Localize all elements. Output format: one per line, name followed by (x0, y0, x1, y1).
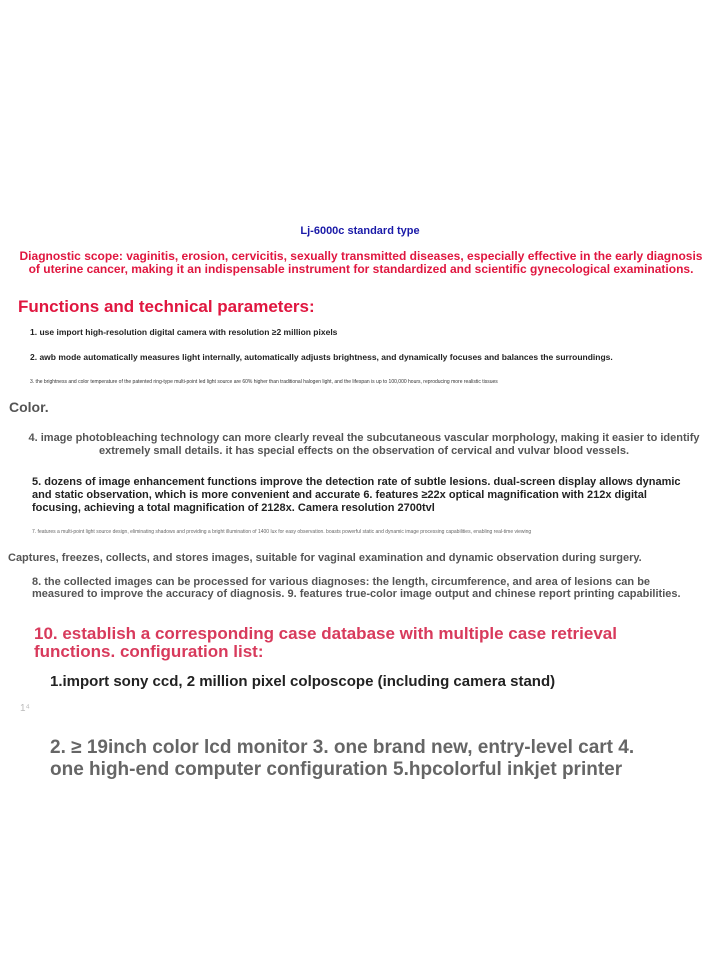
item-2: 2. awb mode automatically measures light internally, automatically adjusts brightness, and dynamically focuses and balances the surroundings. (30, 352, 613, 362)
item-5-6: 5. dozens of image enhancement functions improve the detection rate of subtle lesions. dual-screen display allows dynamic and static observation, which is more convenient and accurate 6. features ≥22x optical magnification with 212x digital focusing, achieving a total magnification of 2128x. Camera resolution 2700tvl (32, 476, 681, 514)
item-7-continued: Captures, freezes, collects, and stores images, suitable for vaginal examination and dynamic observation during surgery. (8, 552, 642, 564)
item-7: 7. features a multi-point light source design, eliminating shadows and providing a bright illumination of 1400 lux for easy observation. boasts powerful static and dynamic image processing capabilities, enabling real-time viewing (32, 529, 532, 535)
product-title: Lj-6000c standard type (300, 225, 420, 237)
diagnostic-scope: Diagnostic scope: vaginitis, erosion, cervicitis, sexually transmitted diseases, especially effective in the early diagnosis of uterine cancer, making it an indispensable instrument for standardized and scientific gynecological examinations. (19, 249, 703, 276)
item-3-continued: Color. (9, 399, 49, 415)
faint-mark: 1⁴ (20, 703, 30, 714)
item-4: 4. image photobleaching technology can more clearly reveal the subcutaneous vascular morphology, making it easier to identify extremely small details. it has special effects on the observation of cervical and vulvar blood vessels. (28, 432, 700, 457)
item-3: 3. the brightness and color temperature of the patented ring-type multi-point led light source are 60% higher than traditional halogen light, and the lifespan is up to 100,000 hours, reproducing more realistic tissues (30, 379, 498, 385)
section-heading: Functions and technical parameters: (18, 297, 315, 316)
config-items-2-5: 2. ≥ 19inch color lcd monitor 3. one brand new, entry-level cart 4. one high-end computer configuration 5.hpcolorful inkjet printer (50, 737, 635, 780)
item-10: 10. establish a corresponding case database with multiple case retrieval functions. configuration list: (34, 624, 617, 661)
item-1: 1. use import high-resolution digital camera with resolution ≥2 million pixels (30, 327, 338, 337)
item-8-9: 8. the collected images can be processed for various diagnoses: the length, circumference, and area of lesions can be measured to improve the accuracy of diagnosis. 9. features true-color image output and chinese report printing capabilities. (32, 576, 681, 600)
config-item-1: 1.import sony ccd, 2 million pixel colposcope (including camera stand) (50, 673, 556, 690)
